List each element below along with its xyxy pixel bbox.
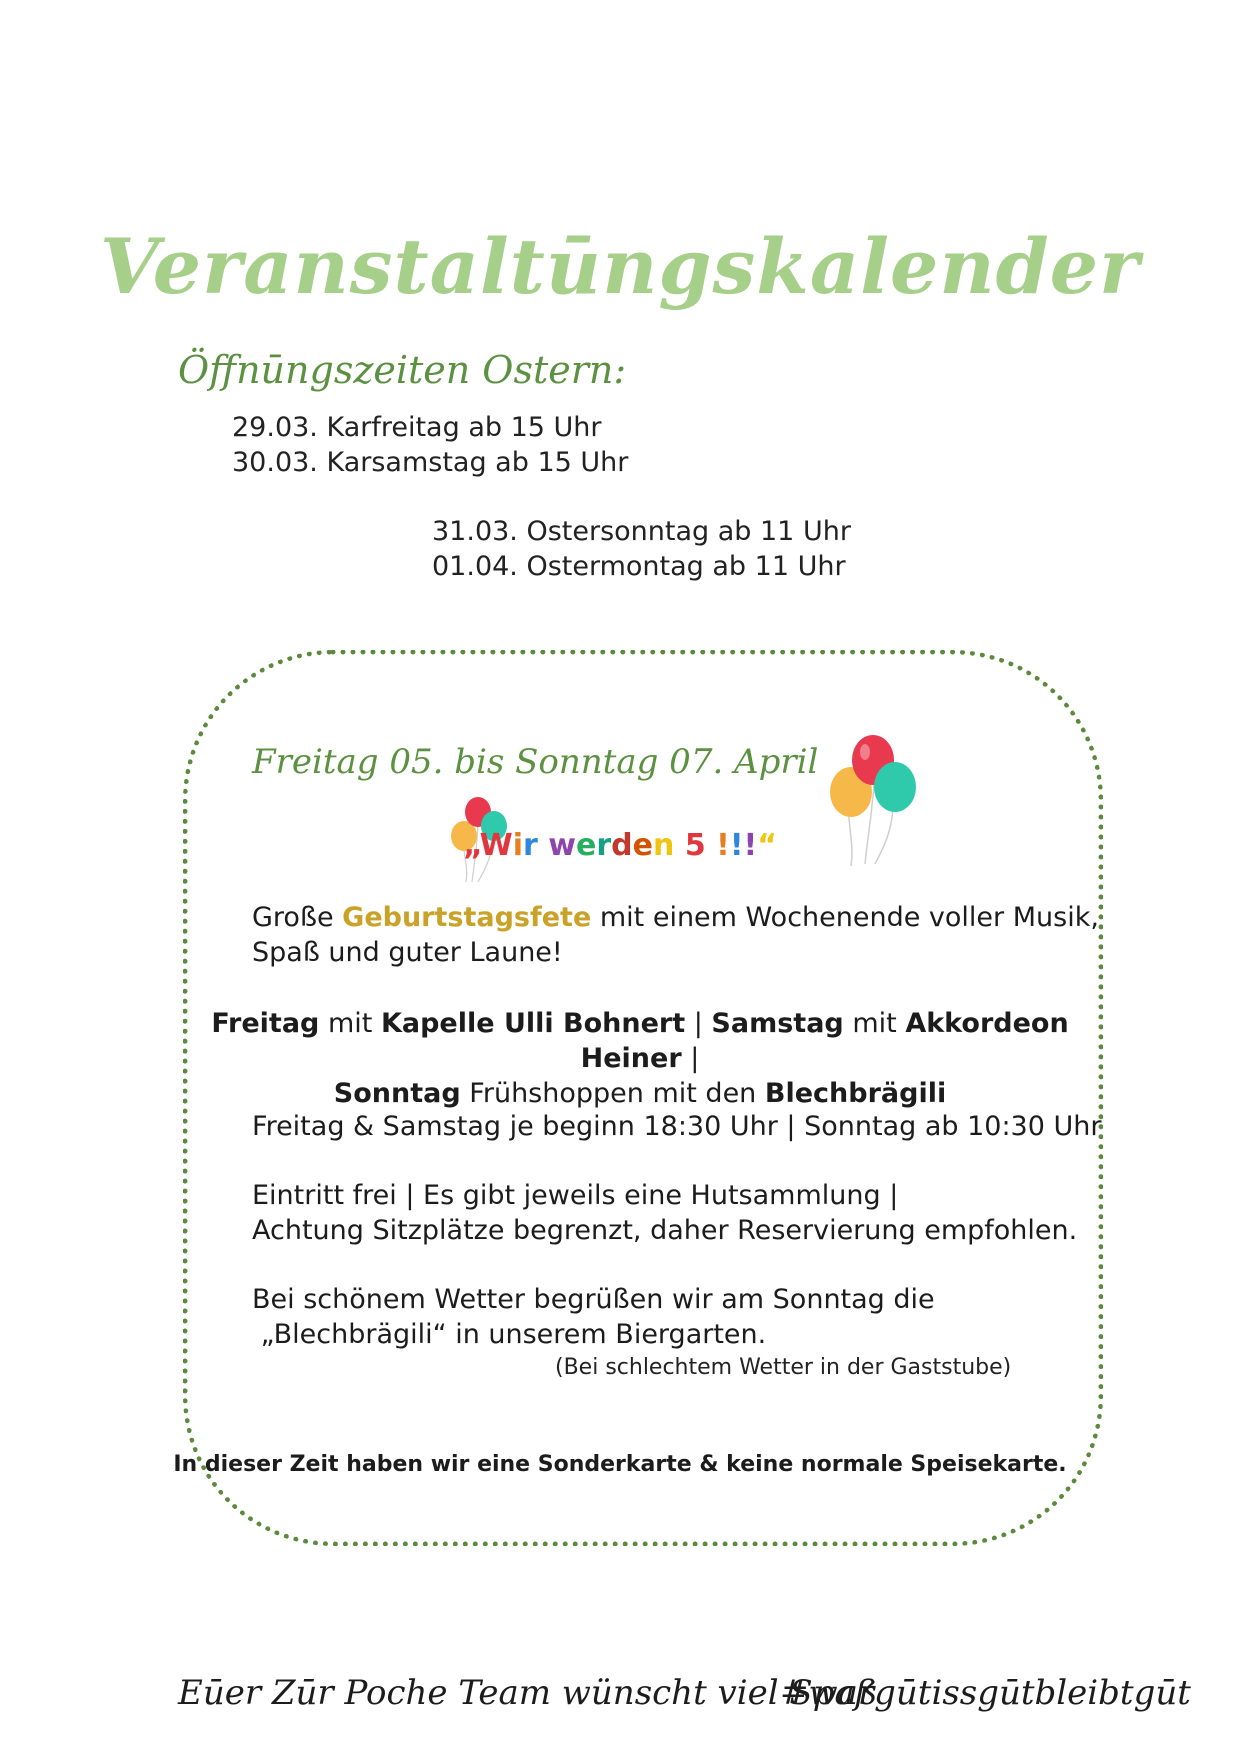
event-motto: [0, 828, 1240, 863]
hours-line-ostersonntag: 31.03. Ostersonntag ab 11 Uhr: [432, 516, 851, 547]
event-intro: [252, 900, 1099, 970]
motto-letter: [674, 828, 684, 863]
intro-line-2: Spaß und guter Laune!: [252, 937, 563, 968]
intro-highlight: Geburtstagsfete: [342, 902, 592, 933]
band-connector: mit: [843, 1008, 906, 1039]
saturday-label: Samstag: [711, 1008, 844, 1039]
band-lineup: [200, 1006, 1080, 1111]
intro-suffix: mit einem Wochenende voller Musik,: [591, 902, 1099, 933]
band-connector: mit: [319, 1008, 381, 1039]
entry-line-1: Eintritt frei | Es gibt jeweils eine Hutsammlung |: [252, 1180, 899, 1211]
weather-line-1: Bei schönem Wetter begrüßen wir am Sonntag die: [252, 1284, 935, 1315]
footer-greeting: Eūer Zūr Poche Team wünscht viel Spaß: [178, 1673, 878, 1713]
menu-notice: In dieser Zeit haben wir eine Sonderkarte & keine normale Speisekarte.: [173, 1452, 1067, 1477]
motto-text: [480, 828, 758, 863]
page-title: Veranstaltūngskalender: [99, 222, 1141, 311]
saturday-band: Akkordeon Heiner: [580, 1008, 1069, 1074]
event-date-heading: Freitag 05. bis Sonntag 07. April: [252, 742, 819, 782]
motto-letter: n: [653, 828, 675, 863]
motto-letter: [706, 828, 716, 863]
weather-info: [252, 1282, 935, 1352]
opening-hours-heading: Öffnūngszeiten Ostern:: [178, 348, 627, 392]
motto-letter: d: [611, 828, 633, 863]
motto-letter: !: [729, 828, 744, 863]
sunday-band: Blechbrägili: [764, 1078, 947, 1109]
motto-letter: 5: [684, 828, 706, 863]
weather-line-2: „Blechbrägili“ in unserem Biergarten.: [252, 1319, 767, 1350]
intro-prefix: Große: [252, 902, 343, 933]
hours-line-karsamstag: 30.03. Karsamstag ab 15 Uhr: [232, 447, 629, 478]
hours-line-karfreitag: 29.03. Karfreitag ab 15 Uhr: [232, 412, 602, 443]
motto-letter: W: [479, 828, 513, 863]
entry-info: [252, 1178, 1077, 1248]
motto-letter: e: [576, 828, 597, 863]
sunday-text: Frühshoppen mit den: [460, 1078, 765, 1109]
event-times: Freitag & Samstag je beginn 18:30 Uhr | Sonntag ab 10:30 Uhr: [252, 1111, 1102, 1142]
motto-letter: r: [596, 828, 612, 863]
sunday-label: Sonntag: [333, 1078, 461, 1109]
motto-letter: i: [512, 828, 524, 863]
band-separator: |: [685, 1008, 712, 1039]
motto-letter: [538, 828, 548, 863]
motto-letter: w: [548, 828, 576, 863]
friday-label: Freitag: [211, 1008, 320, 1039]
hours-line-ostermontag: 01.04. Ostermontag ab 11 Uhr: [432, 551, 846, 582]
footer-hashtag: #wargūtissgūtbleibtgūt: [780, 1673, 1191, 1713]
motto-close-quote: “: [757, 828, 777, 863]
motto-letter: !: [743, 828, 758, 863]
band-separator: |: [681, 1043, 700, 1074]
weather-note: (Bei schlechtem Wetter in der Gaststube): [555, 1355, 1012, 1380]
friday-band: Kapelle Ulli Bohnert: [380, 1008, 686, 1039]
entry-line-2: Achtung Sitzplätze begrenzt, daher Reservierung empfohlen.: [252, 1215, 1078, 1246]
motto-letter: !: [716, 828, 730, 863]
motto-open-quote: „: [463, 828, 480, 863]
motto-letter: r: [523, 828, 538, 863]
motto-letter: e: [632, 828, 653, 863]
